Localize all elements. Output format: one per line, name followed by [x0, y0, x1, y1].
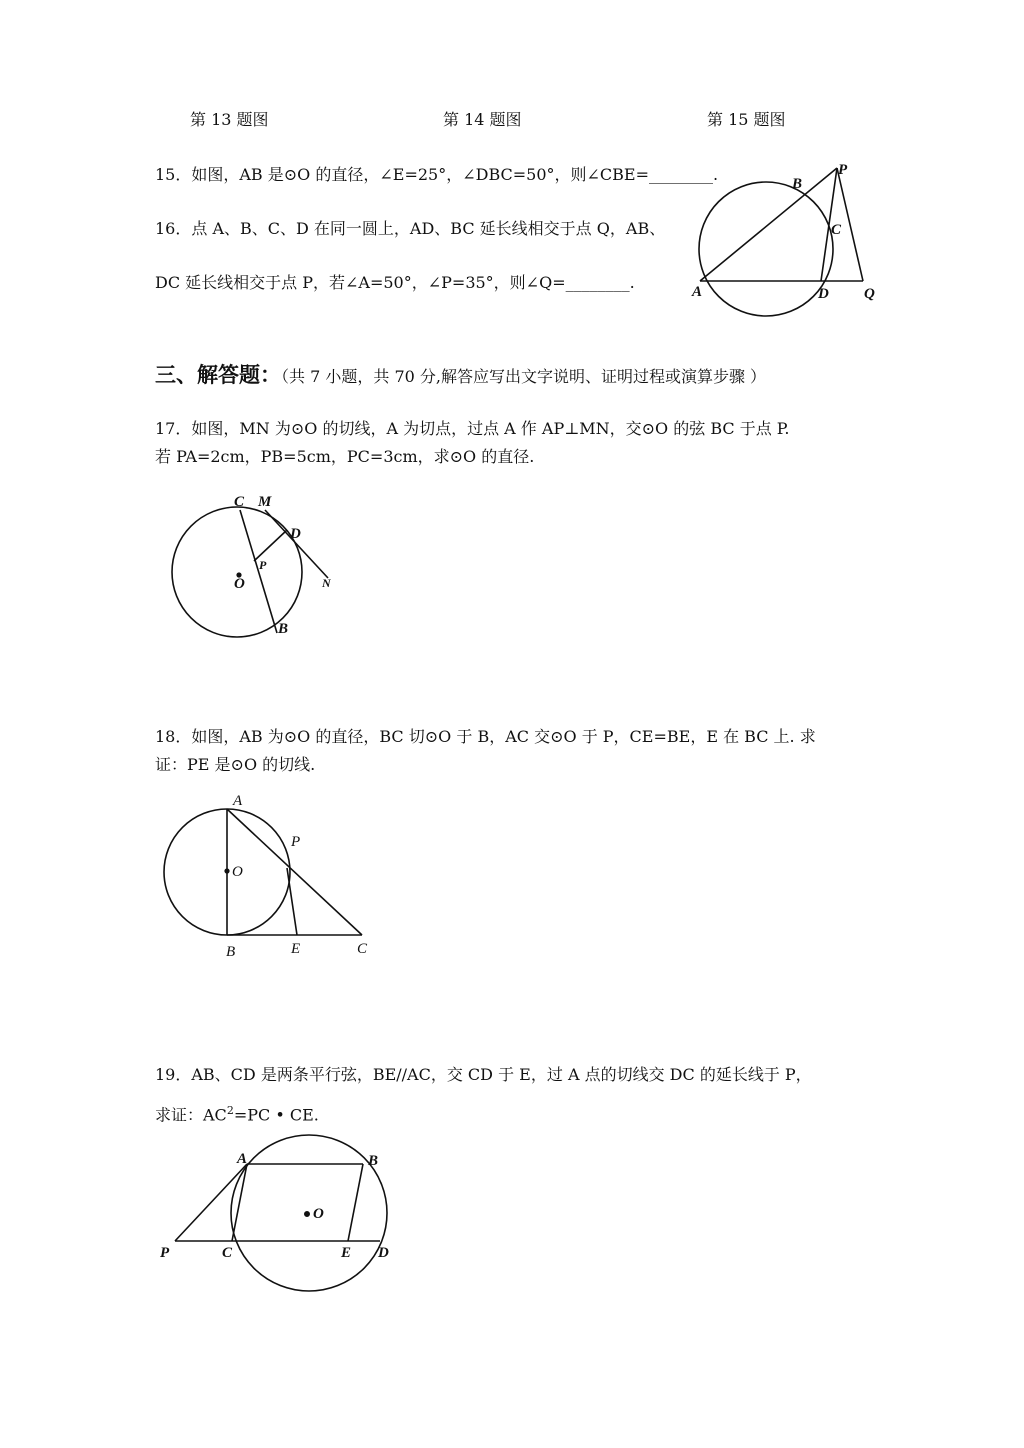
figure-17	[172, 507, 328, 637]
caption-fig13: 第 13 题图	[190, 110, 269, 129]
fig15-circle	[699, 182, 833, 316]
section-note: （共 7 小题，共 70 分,解答应写出文字说明、证明过程或演算步骤 ）	[281, 367, 767, 386]
fig19-label-A: A	[237, 1151, 248, 1167]
question-17-line1: 17．如图，MN 为⊙O 的切线，A 为切点，过点 A 作 AP⊥MN，交⊙O 的弦 BC 于点 P.	[155, 419, 790, 438]
fig17-label-D: D	[290, 526, 301, 542]
fig15-line-AP	[700, 168, 837, 281]
figure-18	[164, 809, 362, 935]
fig19-label-C: C	[222, 1245, 233, 1261]
fig17-label-C: C	[234, 494, 245, 510]
fig19-tangent-PA	[175, 1164, 247, 1241]
fig15-label-D: D	[818, 286, 829, 302]
fig19-label-B: B	[368, 1153, 379, 1169]
fig15-label-P: P	[838, 162, 848, 178]
fig17-tangent-MN	[265, 510, 328, 578]
q19-prefix: 求证：AC	[155, 1105, 227, 1125]
fig17-label-O: O	[234, 576, 245, 592]
fig17-label-B: B	[278, 621, 289, 637]
fig19-line-BE	[348, 1164, 363, 1241]
fig15-label-Q: Q	[864, 286, 875, 302]
fig19-label-D: D	[378, 1245, 389, 1261]
question-15: 15．如图，AB 是⊙O 的直径，∠E=25°，∠DBC=50°，则∠CBE=________.	[155, 165, 719, 184]
q19-suffix: =PC • CE.	[233, 1105, 319, 1125]
fig18-label-C: C	[357, 941, 368, 957]
caption-fig15: 第 15 题图	[707, 110, 786, 129]
q19-sup: 2	[226, 1104, 234, 1117]
caption-fig14: 第 14 题图	[443, 110, 522, 129]
question-17-line2: 若 PA=2cm，PB=5cm，PC=3cm，求⊙O 的直径.	[155, 447, 535, 466]
fig17-label-M: M	[258, 494, 272, 510]
question-16-line1: 16．点 A、B、C、D 在同一圆上，AD、BC 延长线相交于点 Q，AB、	[155, 219, 666, 238]
fig15-label-B: B	[792, 176, 803, 192]
fig17-circle	[172, 507, 302, 637]
fig17-line-DP	[254, 530, 287, 561]
section-title: 三、解答题：	[155, 362, 281, 387]
fig18-label-B: B	[226, 944, 236, 960]
fig19-line-AC	[232, 1164, 247, 1241]
question-18-line2: 证：PE 是⊙O 的切线.	[155, 755, 316, 774]
fig17-label-P: P	[259, 558, 267, 572]
fig15-label-C: C	[831, 222, 842, 238]
figure-15	[699, 168, 863, 316]
fig18-label-O: O	[232, 864, 243, 880]
fig19-label-P: P	[160, 1245, 170, 1261]
fig19-center-dot	[305, 1212, 309, 1216]
fig19-label-O: O	[313, 1206, 324, 1222]
question-16-line2: DC 延长线相交于点 P，若∠A=50°，∠P=35°，则∠Q=________.	[155, 273, 635, 292]
fig18-label-E: E	[291, 941, 301, 957]
fig18-line-PE	[287, 868, 297, 935]
question-19-line1: 19．AB、CD 是两条平行弦，BE//AC，交 CD 于 E，过 A 点的切线交 DC 的延长线于 P，	[155, 1065, 812, 1084]
fig17-label-N: N	[322, 576, 331, 590]
figure-19	[175, 1135, 387, 1291]
fig18-label-A: A	[233, 793, 243, 809]
fig18-center-dot	[225, 869, 229, 873]
fig18-label-P: P	[291, 834, 301, 850]
question-18-line1: 18．如图，AB 为⊙O 的直径，BC 切⊙O 于 B，AC 交⊙O 于 P，CE=BE，E 在 BC 上. 求	[155, 727, 816, 746]
fig15-label-A: A	[692, 284, 703, 300]
fig19-label-E: E	[341, 1245, 352, 1261]
